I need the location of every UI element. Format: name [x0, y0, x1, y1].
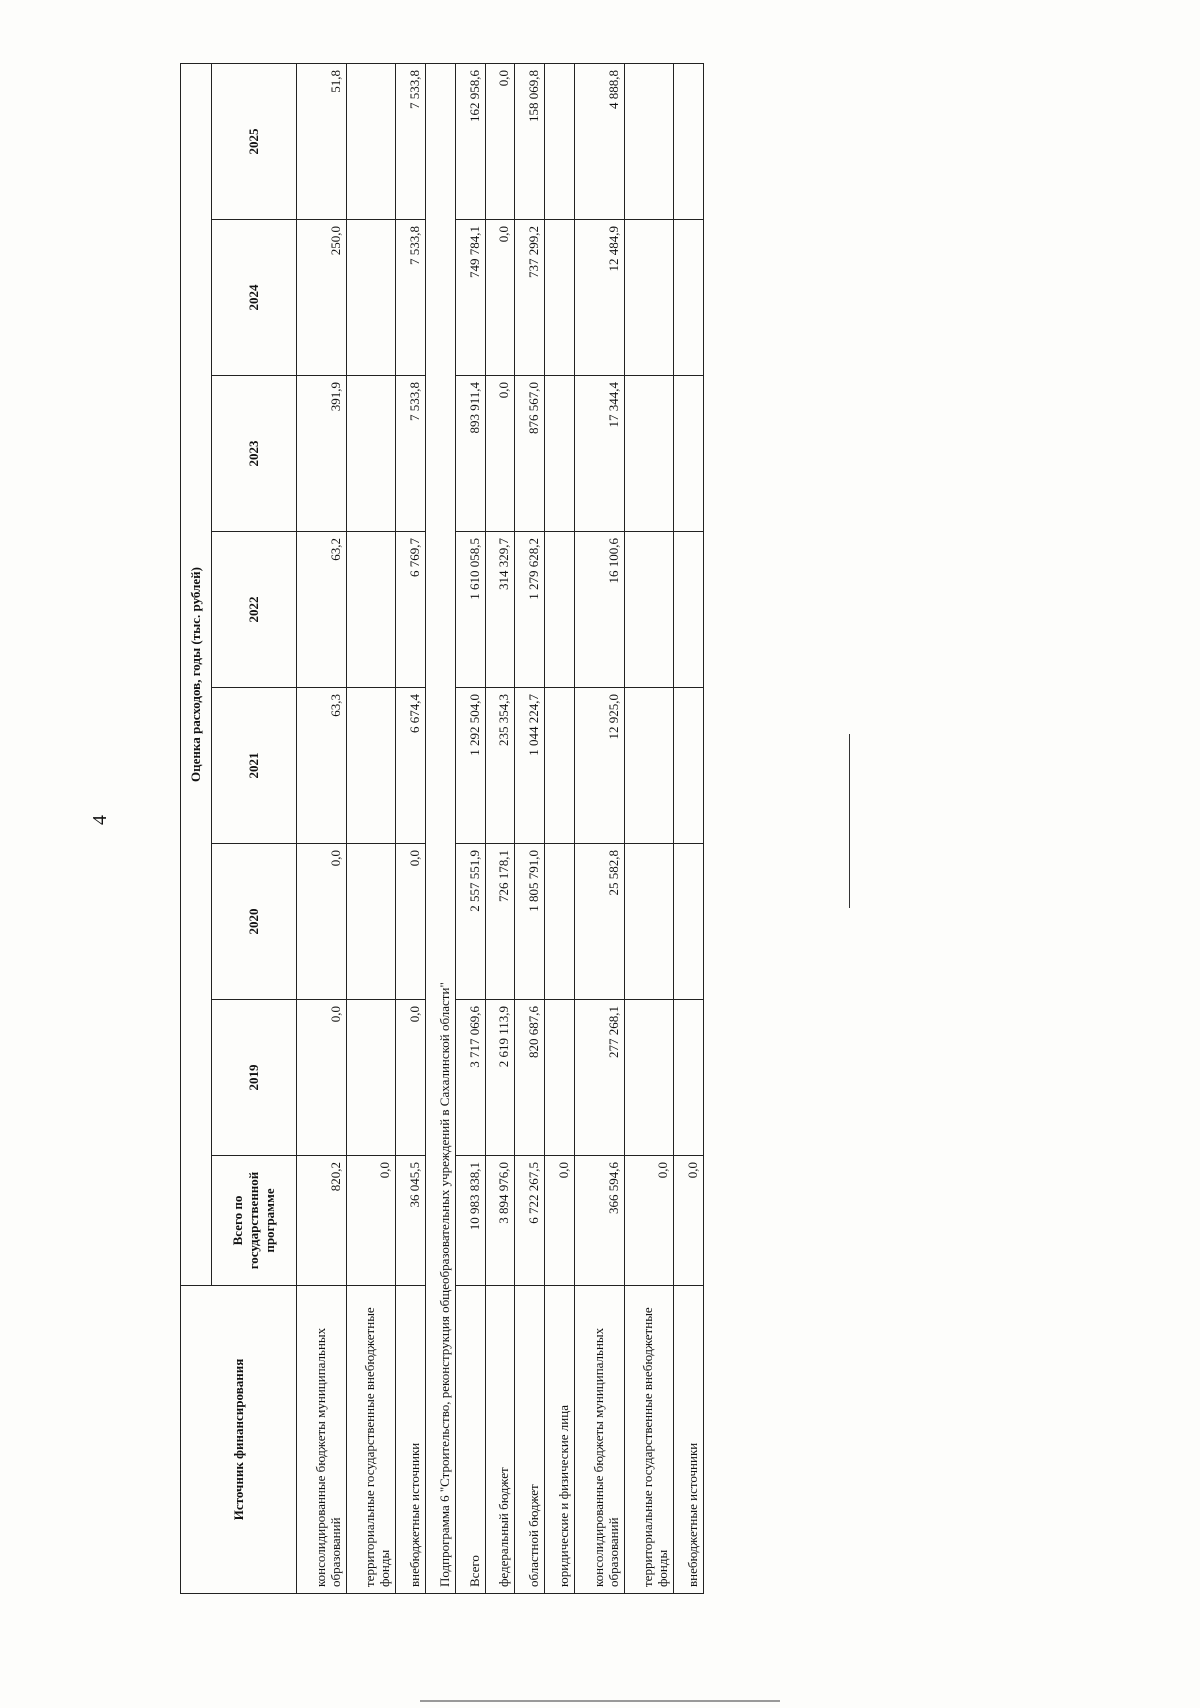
year-value: 749 784,1 [455, 220, 485, 376]
year-value: 893 911,4 [455, 376, 485, 532]
year-value: 0,0 [485, 220, 515, 376]
year-value [674, 63, 704, 219]
year-header: 2021 [212, 688, 297, 844]
year-value: 0,0 [396, 844, 426, 1000]
expense-estimate-header: Оценка расходов, годы (тыс. рублей) [181, 63, 212, 1285]
year-value: 17 344,4 [575, 376, 625, 532]
year-value: 7 533,8 [396, 220, 426, 376]
year-value: 0,0 [297, 1000, 347, 1156]
year-value [674, 532, 704, 688]
year-value [545, 1000, 575, 1156]
source-label: консолидированные бюджеты муниципальных образований [297, 1286, 347, 1594]
table-container [180, 64, 704, 1594]
year-value: 3 717 069,6 [455, 1000, 485, 1156]
year-value: 6 674,4 [396, 688, 426, 844]
year-value: 63,2 [297, 532, 347, 688]
year-value [346, 1000, 396, 1156]
year-header: 2020 [212, 844, 297, 1000]
source-label: федеральный бюджет [485, 1286, 515, 1594]
table-row [485, 63, 515, 1593]
year-value [624, 63, 674, 219]
table-row [346, 63, 396, 1593]
year-value [674, 688, 704, 844]
subprogram-title: Подпрограмма 6 "Строительство, реконструкция общеобразовательных учреждений в Сахалинской области" [425, 63, 455, 1593]
source-label: внебюджетные источники [674, 1286, 704, 1594]
year-value [545, 220, 575, 376]
year-value [674, 376, 704, 532]
year-value: 2 619 113,9 [485, 1000, 515, 1156]
year-value: 6 769,7 [396, 532, 426, 688]
year-value [346, 688, 396, 844]
source-label: консолидированные бюджеты муниципальных образований [575, 1286, 625, 1594]
year-value: 1 044 224,7 [515, 688, 545, 844]
total-column-header: Всего по государственной программе [212, 1156, 297, 1286]
year-value: 726 178,1 [485, 844, 515, 1000]
year-value [545, 376, 575, 532]
year-value [346, 844, 396, 1000]
year-value: 0,0 [297, 844, 347, 1000]
source-label: внебюджетные источники [396, 1286, 426, 1594]
table-body [297, 63, 704, 1593]
year-value: 250,0 [297, 220, 347, 376]
total-value: 366 594,6 [575, 1156, 625, 1286]
year-value [624, 376, 674, 532]
subprogram-row [425, 63, 455, 1593]
source-label: территориальные государственные внебюджетные фонды [624, 1286, 674, 1594]
total-value: 10 983 838,1 [455, 1156, 485, 1286]
bottom-edge-mark [420, 1700, 780, 1702]
year-value: 158 069,8 [515, 63, 545, 219]
table-row [624, 63, 674, 1593]
year-value: 820 687,6 [515, 1000, 545, 1156]
signature-line [849, 734, 850, 908]
year-value [624, 220, 674, 376]
year-value [624, 1000, 674, 1156]
total-value: 3 894 976,0 [485, 1156, 515, 1286]
source-label: Всего [455, 1286, 485, 1594]
year-value [545, 532, 575, 688]
year-header: 2023 [212, 376, 297, 532]
rotated-table-wrapper [180, 64, 704, 1594]
year-value [346, 376, 396, 532]
year-value: 16 100,6 [575, 532, 625, 688]
year-value [624, 688, 674, 844]
total-value: 6 722 267,5 [515, 1156, 545, 1286]
year-value: 2 557 551,9 [455, 844, 485, 1000]
table-row [545, 63, 575, 1593]
total-value: 0,0 [624, 1156, 674, 1286]
page-number: 4 [89, 815, 111, 825]
year-value: 1 279 628,2 [515, 532, 545, 688]
year-header: 2019 [212, 1000, 297, 1156]
year-value [346, 63, 396, 219]
year-value: 51,8 [297, 63, 347, 219]
financing-table [180, 63, 704, 1594]
year-header: 2022 [212, 532, 297, 688]
year-value: 7 533,8 [396, 63, 426, 219]
year-value: 7 533,8 [396, 376, 426, 532]
total-value: 36 045,5 [396, 1156, 426, 1286]
year-value: 876 567,0 [515, 376, 545, 532]
year-value: 391,9 [297, 376, 347, 532]
year-value [624, 844, 674, 1000]
year-value [674, 1000, 704, 1156]
year-value: 235 354,3 [485, 688, 515, 844]
year-value: 0,0 [396, 1000, 426, 1156]
total-value: 0,0 [346, 1156, 396, 1286]
table-row [455, 63, 485, 1593]
year-value: 63,3 [297, 688, 347, 844]
year-value: 162 958,6 [455, 63, 485, 219]
year-value [674, 220, 704, 376]
year-value [545, 63, 575, 219]
year-header: 2024 [212, 220, 297, 376]
table-row [674, 63, 704, 1593]
total-value: 820,2 [297, 1156, 347, 1286]
year-header: 2025 [212, 63, 297, 219]
table-row [575, 63, 625, 1593]
total-value: 0,0 [674, 1156, 704, 1286]
year-value: 1 805 791,0 [515, 844, 545, 1000]
year-value: 737 299,2 [515, 220, 545, 376]
year-value: 0,0 [485, 63, 515, 219]
source-label: областной бюджет [515, 1286, 545, 1594]
year-value [346, 532, 396, 688]
year-value: 0,0 [485, 376, 515, 532]
year-value: 4 888,8 [575, 63, 625, 219]
year-value [624, 532, 674, 688]
year-value: 25 582,8 [575, 844, 625, 1000]
year-value: 314 329,7 [485, 532, 515, 688]
year-value: 1 292 504,0 [455, 688, 485, 844]
year-value: 277 268,1 [575, 1000, 625, 1156]
source-label: территориальные государственные внебюджетные фонды [346, 1286, 396, 1594]
year-value: 1 610 058,5 [455, 532, 485, 688]
total-value: 0,0 [545, 1156, 575, 1286]
year-value [545, 844, 575, 1000]
year-value: 12 484,9 [575, 220, 625, 376]
table-row [297, 63, 347, 1593]
source-label: юридические и физические лица [545, 1286, 575, 1594]
year-value [674, 844, 704, 1000]
year-value [346, 220, 396, 376]
table-row [515, 63, 545, 1593]
source-column-header: Источник финансирования [181, 1286, 297, 1594]
year-value [545, 688, 575, 844]
year-value: 12 925,0 [575, 688, 625, 844]
table-row [396, 63, 426, 1593]
